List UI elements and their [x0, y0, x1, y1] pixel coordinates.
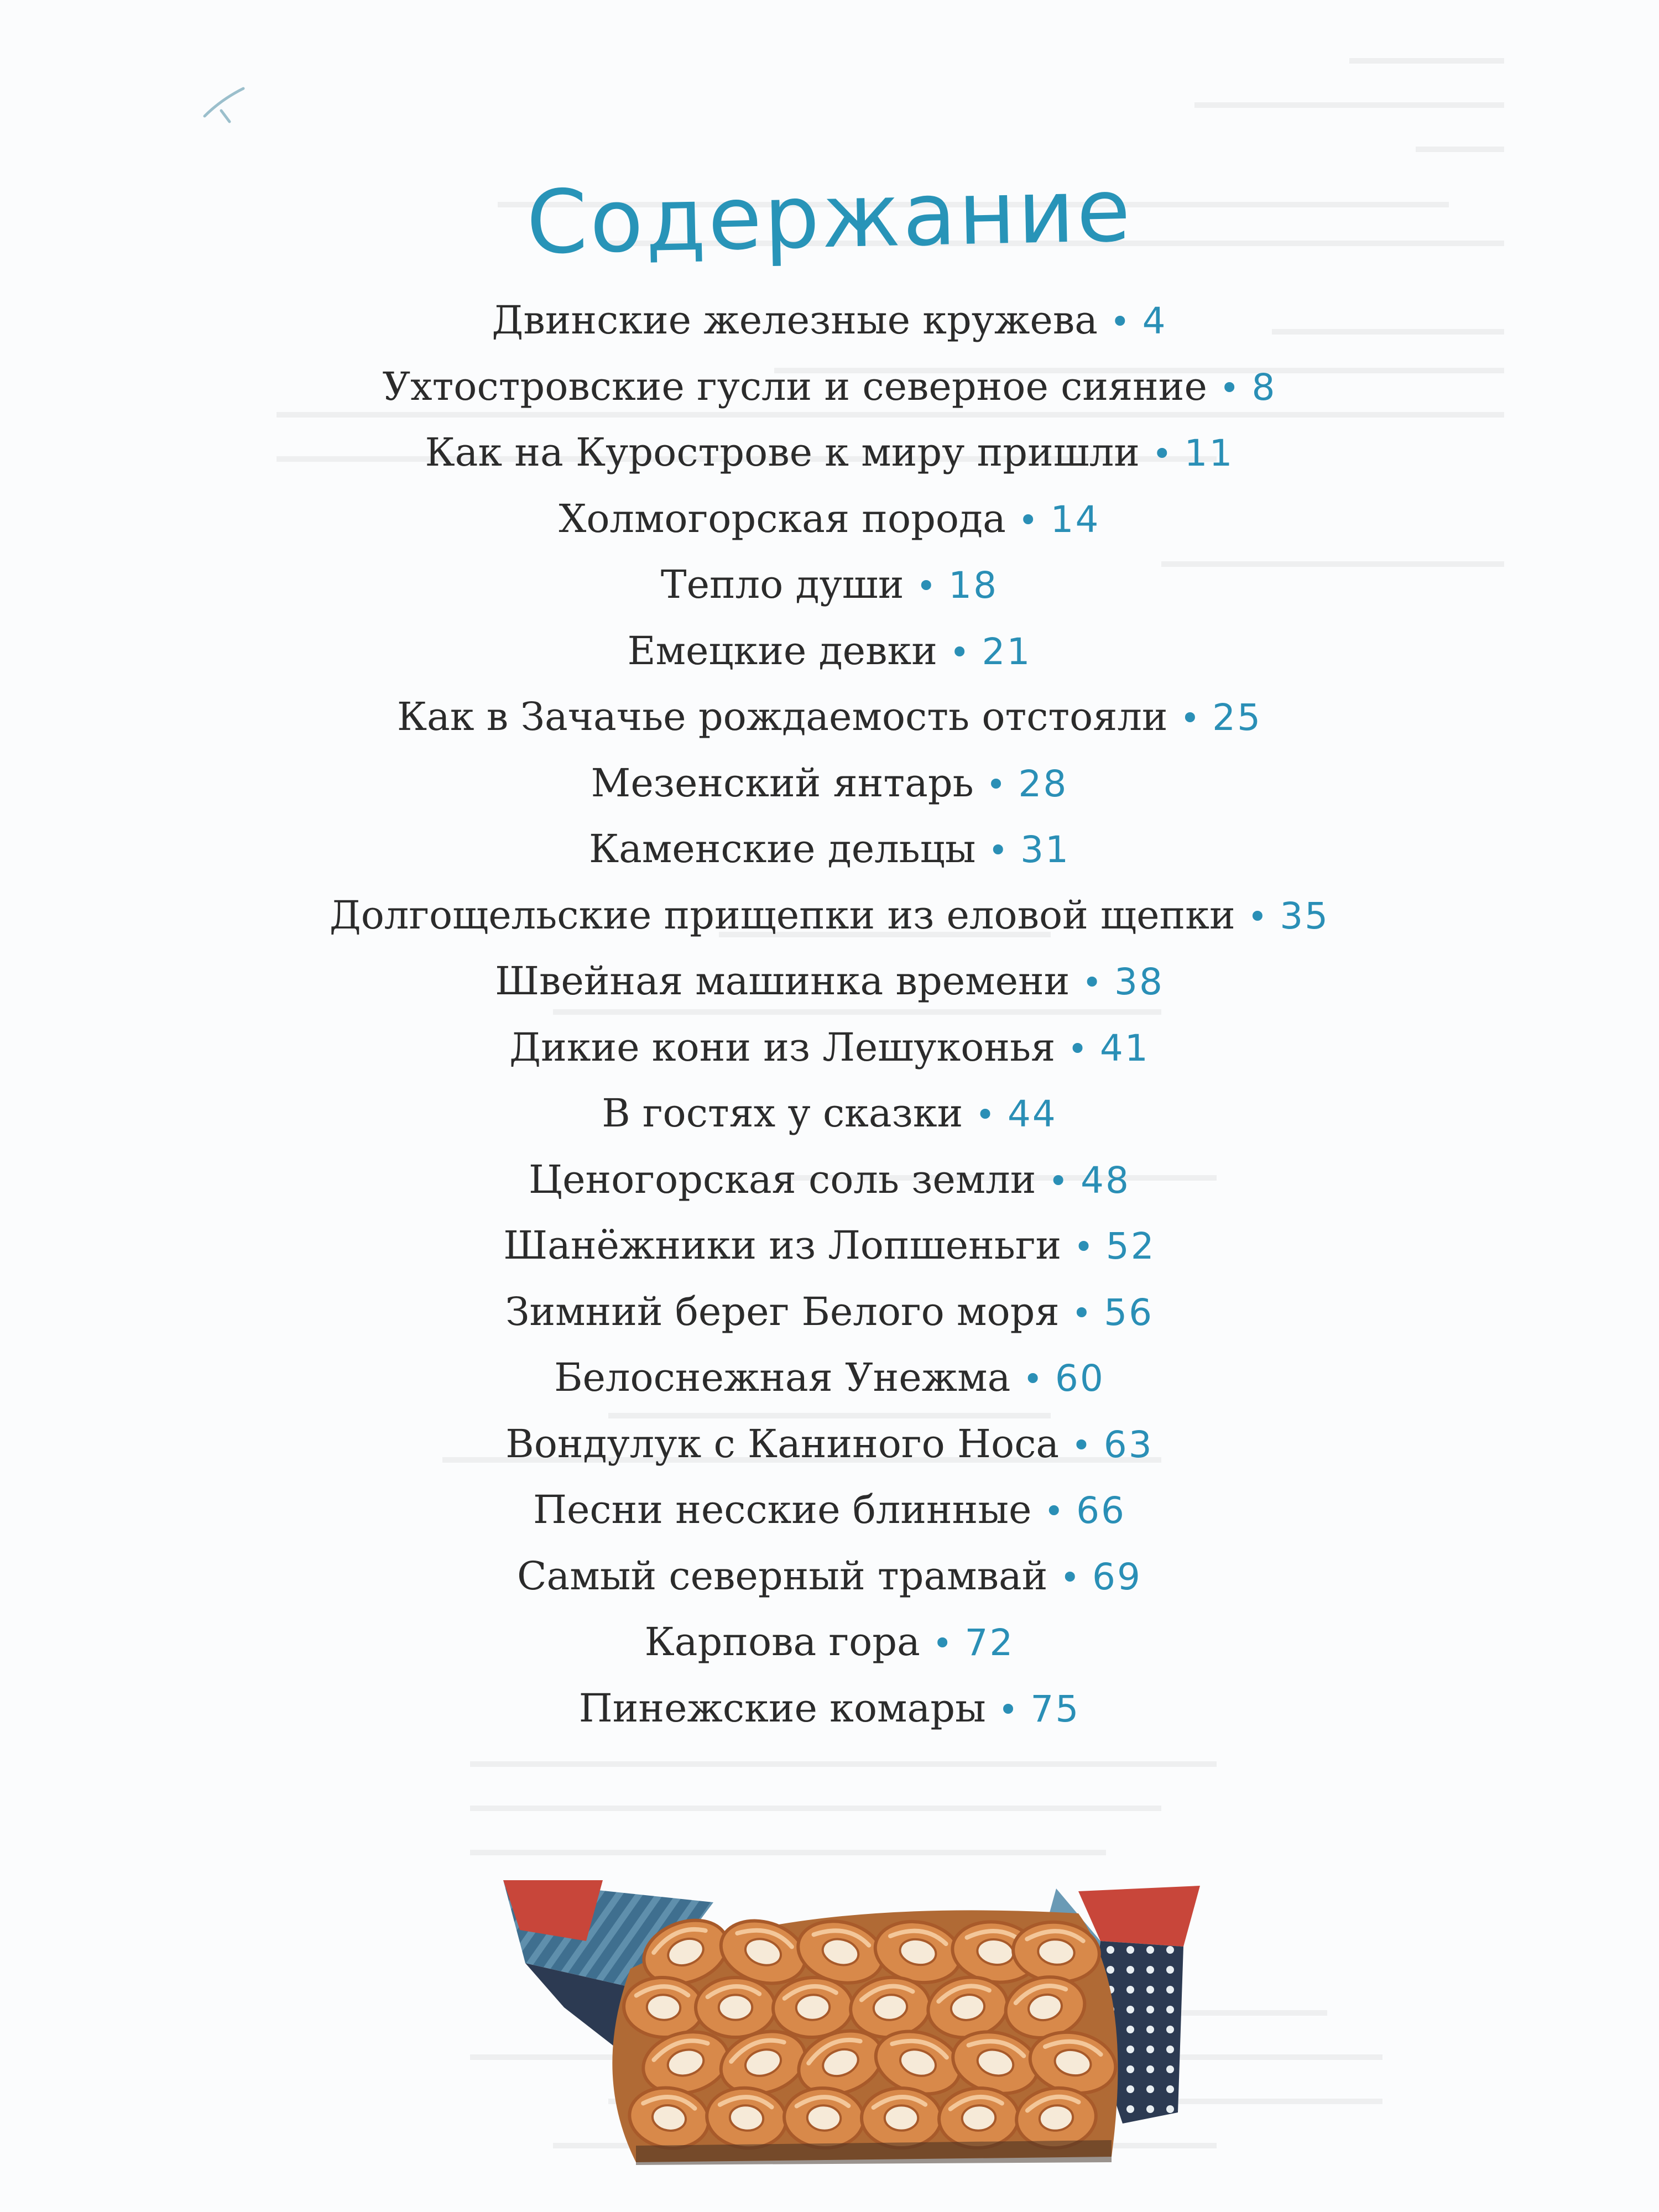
toc-entry-title: Двинские железные кружева	[492, 298, 1098, 343]
toc-entry-title: Как на Курострове к миру пришли	[425, 430, 1140, 475]
toc-entry	[0, 1081, 1659, 1147]
toc-entry-separator: •	[1022, 1359, 1043, 1399]
toc-entry-page-number: 72	[964, 1621, 1015, 1664]
toc-entry-separator: •	[1071, 1292, 1092, 1333]
toc-entry	[0, 1609, 1659, 1676]
toc-entry	[0, 1676, 1659, 1742]
toc-entry	[0, 1543, 1659, 1610]
toc-entry-separator: •	[1073, 1227, 1094, 1267]
toc-entry-separator: •	[1247, 896, 1268, 937]
toc-entry	[0, 816, 1659, 883]
toc-entry-page-number: 8	[1251, 366, 1277, 409]
toc-entry-page-number: 14	[1050, 498, 1100, 541]
toc-entry	[0, 883, 1659, 949]
toc-entry-separator: •	[949, 632, 970, 672]
toc-entry-page-number: 38	[1114, 961, 1164, 1003]
toc-entry-separator: •	[1082, 962, 1102, 1003]
toc-entry	[0, 354, 1659, 420]
toc-entry-title: Белоснежная Унежма	[554, 1355, 1011, 1400]
toc-entry-title: Как в Зачачье рождаемость отстояли	[397, 694, 1168, 739]
toc-entry	[0, 750, 1659, 817]
toc-entry-separator: •	[1060, 1557, 1081, 1598]
toc-entry-separator: •	[1071, 1425, 1092, 1465]
toc-entry-page-number: 48	[1080, 1159, 1130, 1202]
toc-entry-separator: •	[1018, 499, 1039, 540]
toc-entry	[0, 1213, 1659, 1279]
toc-entry-separator: •	[1048, 1160, 1068, 1201]
toc-entry-separator: •	[988, 830, 1009, 870]
toc-entry-page-number: 21	[982, 630, 1032, 673]
toc-entry-separator: •	[975, 1094, 995, 1135]
toc-entry-title: Швейная машинка времени	[495, 958, 1070, 1004]
toc-entry-page-number: 11	[1184, 432, 1234, 474]
toc-entry-title: Дикие кони из Лешуконья	[509, 1024, 1056, 1070]
toc-entry-separator: •	[1219, 367, 1240, 408]
toc-entry	[0, 552, 1659, 618]
toc-entry-separator: •	[1044, 1491, 1065, 1531]
toc-entry-separator: •	[1151, 434, 1172, 474]
toc-entry-title: Карпова гора	[644, 1619, 920, 1665]
toc-entry-page-number: 69	[1092, 1555, 1142, 1598]
toc-entry	[0, 1477, 1659, 1543]
toc-entry-title: Шанёжники из Лопшеньги	[503, 1223, 1062, 1268]
toc-entry-page-number: 4	[1142, 300, 1167, 342]
toc-entry-page-number: 25	[1212, 696, 1262, 739]
toc-entry-page-number: 56	[1104, 1291, 1154, 1334]
toc-entry-separator: •	[985, 764, 1006, 805]
toc-entry-page-number: 18	[948, 564, 999, 607]
toc-entry	[0, 486, 1659, 552]
toc-entry	[0, 420, 1659, 486]
table-of-contents	[0, 288, 1659, 1741]
toc-entry-title: Долгощельские прищепки из еловой щепки	[329, 892, 1235, 938]
toc-entry-title: Вондулук с Каниного Носа	[505, 1421, 1060, 1467]
pen-tick-mark	[199, 83, 249, 133]
toc-entry-title: Ценогорская соль земли	[529, 1156, 1036, 1202]
toc-entry-page-number: 63	[1103, 1423, 1154, 1466]
toc-entry	[0, 288, 1659, 354]
toc-entry-page-number: 52	[1105, 1225, 1156, 1267]
toc-entry-page-number: 31	[1020, 828, 1071, 871]
toc-entry-separator: •	[932, 1623, 953, 1663]
toc-entry-separator: •	[998, 1689, 1019, 1730]
toc-entry-separator: •	[916, 566, 937, 606]
toc-entry-title: Песни несские блинные	[533, 1487, 1032, 1532]
toc-entry	[0, 1147, 1659, 1213]
toc-entry-title: Ухтостровские гусли и северное сияние	[382, 363, 1207, 409]
toc-entry-separator: •	[1067, 1028, 1088, 1069]
bread-rings-illustration	[503, 1880, 1222, 2168]
toc-entry-page-number: 66	[1076, 1489, 1126, 1532]
toc-entry-page-number: 44	[1007, 1093, 1057, 1135]
toc-entry-title: В гостях у сказки	[602, 1091, 963, 1136]
toc-entry-title: Самый северный трамвай	[517, 1553, 1048, 1599]
toc-entry-page-number: 28	[1018, 762, 1068, 805]
toc-entry	[0, 618, 1659, 685]
page-title: Содержание	[525, 159, 1134, 274]
toc-entry-title: Каменские дельцы	[588, 826, 976, 872]
toc-entry	[0, 1411, 1659, 1478]
toc-entry-title: Зимний берег Белого моря	[505, 1288, 1060, 1334]
toc-entry-title: Пинежские комары	[578, 1685, 986, 1731]
bread-ring	[862, 2088, 941, 2148]
toc-entry-separator: •	[1109, 301, 1130, 342]
toc-entry-title: Тепло души	[660, 562, 904, 607]
toc-entry-page-number: 60	[1055, 1357, 1105, 1400]
toc-entry-title: Мезенский янтарь	[591, 760, 974, 806]
toc-entry	[0, 1015, 1659, 1081]
toc-entry-title: Емецкие девки	[627, 628, 937, 674]
bread-ring	[696, 1978, 775, 2037]
toc-entry	[0, 1345, 1659, 1411]
toc-entry-separator: •	[1180, 698, 1201, 738]
toc-entry-page-number: 75	[1030, 1687, 1081, 1730]
toc-entry	[0, 684, 1659, 750]
toc-entry	[0, 948, 1659, 1015]
toc-entry-title: Холмогорская порода	[559, 495, 1006, 541]
toc-entry-page-number: 35	[1280, 894, 1330, 937]
toc-entry	[0, 1279, 1659, 1345]
toc-entry-page-number: 41	[1099, 1026, 1150, 1070]
bread-rings	[622, 1910, 1121, 2154]
